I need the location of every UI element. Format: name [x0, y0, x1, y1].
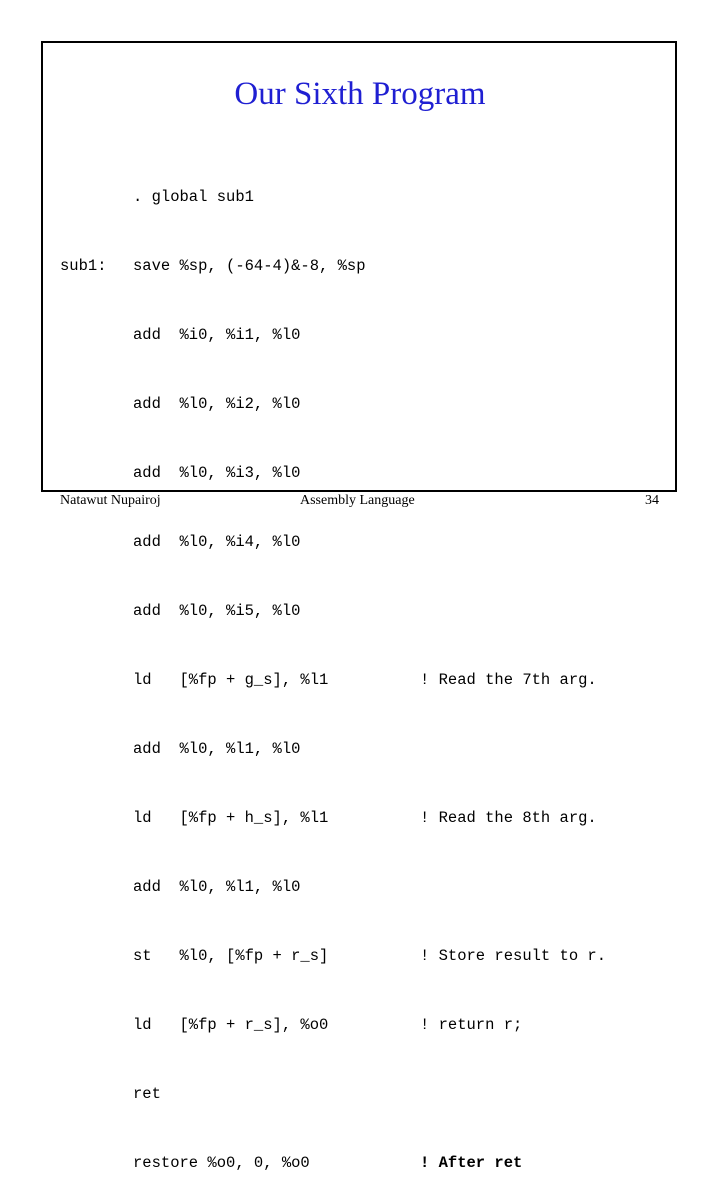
comment-column — [420, 140, 606, 1198]
code-line: add %i0, %i1, %l0 — [133, 326, 301, 344]
code-line: save %sp, (-64-4)&-8, %sp — [133, 257, 366, 275]
code-comment — [420, 462, 606, 485]
code-comment: ! After ret — [420, 1154, 523, 1172]
code-comment — [420, 531, 606, 554]
code-comment — [420, 393, 606, 416]
code-line: ld [%fp + g_s], %l1 — [133, 671, 329, 689]
code-line: add %l0, %i3, %l0 — [133, 464, 301, 482]
footer-page-number: 34 — [645, 493, 659, 508]
code-line: . global sub1 — [133, 188, 254, 206]
code-comment: ! return r; — [420, 1016, 523, 1034]
code-line: add %l0, %i4, %l0 — [133, 533, 301, 551]
footer-course: Assembly Language — [300, 493, 415, 508]
code-line: add %l0, %l1, %l0 — [133, 740, 301, 758]
code-comment: ! Read the 7th arg. — [420, 671, 597, 689]
code-comment — [420, 738, 606, 761]
code-line: ld [%fp + h_s], %l1 — [133, 809, 329, 827]
code-line: restore %o0, 0, %o0 — [133, 1154, 310, 1172]
code-line: st %l0, [%fp + r_s] — [133, 947, 329, 965]
code-line: add %l0, %l1, %l0 — [133, 878, 301, 896]
code-comment — [420, 255, 606, 278]
code-comment: ! Read the 8th arg. — [420, 809, 597, 827]
slide-title: Our Sixth Program — [234, 76, 486, 112]
code-listing — [133, 140, 366, 1198]
code-label: sub1: — [60, 257, 107, 275]
code-line: add %l0, %i2, %l0 — [133, 395, 301, 413]
code-line: ld [%fp + r_s], %o0 — [133, 1016, 329, 1034]
code-comment — [420, 186, 606, 209]
code-comment — [420, 600, 606, 623]
code-comment — [420, 876, 606, 899]
code-line: ret — [133, 1085, 161, 1103]
code-comment — [420, 324, 606, 347]
label-spacer — [60, 186, 107, 209]
code-comment: ! Store result to r. — [420, 947, 607, 965]
code-comment — [420, 1083, 606, 1106]
code-line: add %l0, %i5, %l0 — [133, 602, 301, 620]
footer-author: Natawut Nupairoj — [60, 493, 161, 508]
label-column — [60, 140, 107, 301]
